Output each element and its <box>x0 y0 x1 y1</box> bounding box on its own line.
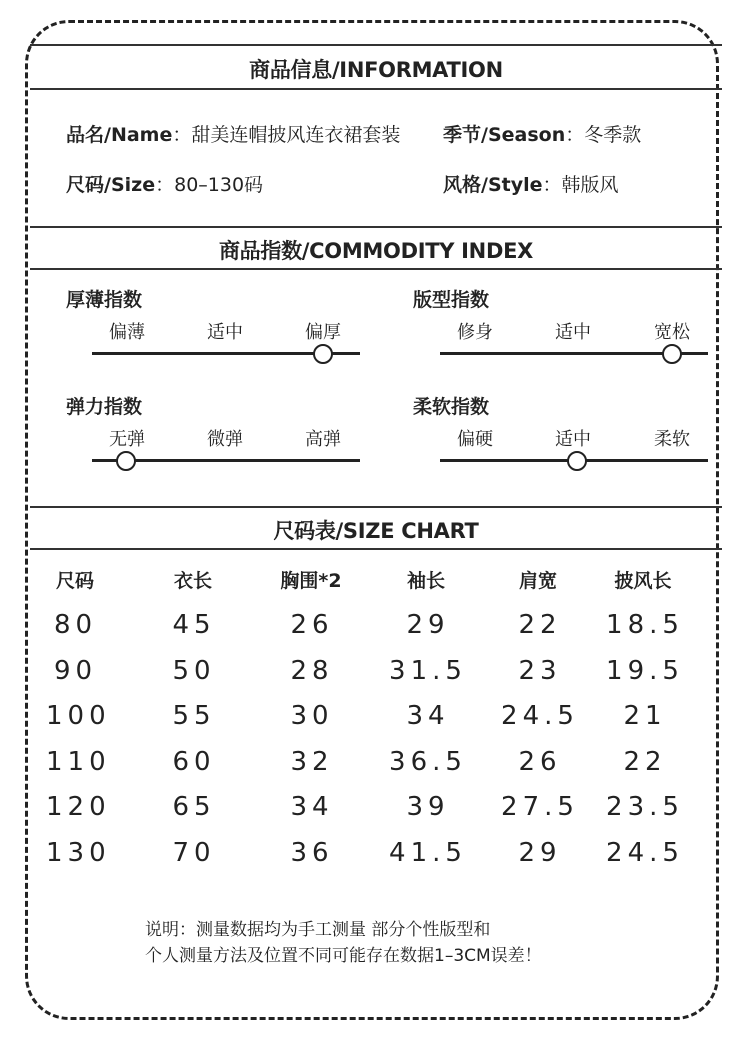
table-cell: 29 <box>518 838 562 868</box>
index-title-softness: 柔软指数 <box>413 396 490 418</box>
table-cell: 18.5 <box>606 610 684 640</box>
table-cell: 22 <box>518 610 562 640</box>
index-section-title: 商品指数/COMMODITY INDEX <box>218 239 534 263</box>
season-row <box>443 120 641 147</box>
size-cell: 130 <box>46 838 111 868</box>
name-value: 甜美连帽披风连衣裙套装 <box>191 124 401 146</box>
divider <box>30 268 722 270</box>
index-title-fit: 版型指数 <box>413 289 490 311</box>
index-label: 宽松 <box>654 322 690 343</box>
table-cell: 60 <box>172 747 216 777</box>
index-label: 高弹 <box>305 429 341 450</box>
table-cell: 31.5 <box>389 656 467 686</box>
season-value: 冬季款 <box>584 124 642 146</box>
col-header-sleeve: 袖长 <box>406 570 445 592</box>
table-cell: 30 <box>290 701 334 731</box>
size-cell: 120 <box>46 792 111 822</box>
style-row <box>443 170 619 197</box>
index-label: 偏硬 <box>457 429 493 450</box>
table-cell: 24.5 <box>606 838 684 868</box>
index-label: 柔软 <box>654 429 690 450</box>
size-cell: 80 <box>54 610 98 640</box>
table-cell: 29 <box>406 610 450 640</box>
table-cell: 26 <box>290 610 334 640</box>
separator: ： <box>565 124 585 146</box>
name-label: 品名/Name <box>66 124 173 146</box>
index-label: 微弹 <box>207 429 243 450</box>
table-cell: 36 <box>290 838 334 868</box>
table-cell: 45 <box>172 610 216 640</box>
table-cell: 39 <box>406 792 450 822</box>
info-section-title: 商品信息/INFORMATION <box>249 58 503 82</box>
index-label: 修身 <box>457 322 493 343</box>
index-slider-knob <box>662 344 682 364</box>
divider <box>30 506 722 508</box>
separator: ： <box>155 174 175 196</box>
size-cell: 100 <box>46 701 111 731</box>
table-cell: 21 <box>623 701 667 731</box>
table-cell: 19.5 <box>606 656 684 686</box>
divider <box>30 548 722 550</box>
col-header-length: 衣长 <box>173 570 212 592</box>
divider <box>30 226 722 228</box>
measurement-note <box>145 917 542 969</box>
table-cell: 24.5 <box>501 701 579 731</box>
index-title-elasticity: 弹力指数 <box>66 396 143 418</box>
divider <box>30 44 722 46</box>
table-cell: 23 <box>518 656 562 686</box>
table-cell: 36.5 <box>389 747 467 777</box>
size-row <box>66 170 263 197</box>
season-label: 季节/Season <box>443 124 566 146</box>
index-label: 偏薄 <box>109 322 145 343</box>
table-cell: 28 <box>290 656 334 686</box>
table-cell: 55 <box>172 701 216 731</box>
table-cell: 26 <box>518 747 562 777</box>
table-cell: 34 <box>406 701 450 731</box>
index-title-thickness: 厚薄指数 <box>66 289 143 311</box>
table-cell: 32 <box>290 747 334 777</box>
size-cell: 110 <box>46 747 111 777</box>
table-cell: 70 <box>172 838 216 868</box>
table-cell: 23.5 <box>606 792 684 822</box>
index-label: 适中 <box>555 322 591 343</box>
separator: ： <box>172 124 192 146</box>
col-header-chest: 胸围*2 <box>280 570 342 592</box>
index-label: 适中 <box>207 322 243 343</box>
style-label: 风格/Style <box>443 174 543 196</box>
size-cell: 90 <box>54 656 98 686</box>
col-header-shoulder: 肩宽 <box>518 570 557 592</box>
size-label: 尺码/Size <box>66 174 156 196</box>
index-label: 偏厚 <box>305 322 341 343</box>
name-row <box>66 120 400 147</box>
table-cell: 65 <box>172 792 216 822</box>
table-cell: 41.5 <box>389 838 467 868</box>
table-cell: 27.5 <box>501 792 579 822</box>
index-slider-knob <box>567 451 587 471</box>
col-header-size: 尺码 <box>55 570 94 592</box>
style-value: 韩版风 <box>561 174 619 196</box>
table-cell: 34 <box>290 792 334 822</box>
note-line-2: 个人测量方法及位置不同可能存在数据1–3CM误差！ <box>145 946 542 966</box>
note-line-1: 说明：测量数据均为手工测量 部分个性版型和 <box>145 920 491 940</box>
index-slider-knob <box>313 344 333 364</box>
size-chart-title: 尺码表/SIZE CHART <box>273 519 479 543</box>
index-label: 无弹 <box>109 429 145 450</box>
size-value: 80–130码 <box>174 174 264 196</box>
table-cell: 50 <box>172 656 216 686</box>
col-header-cape: 披风长 <box>614 570 672 592</box>
table-cell: 22 <box>623 747 667 777</box>
index-label: 适中 <box>555 429 591 450</box>
divider <box>30 88 722 90</box>
separator: ： <box>542 174 562 196</box>
index-slider-knob <box>116 451 136 471</box>
